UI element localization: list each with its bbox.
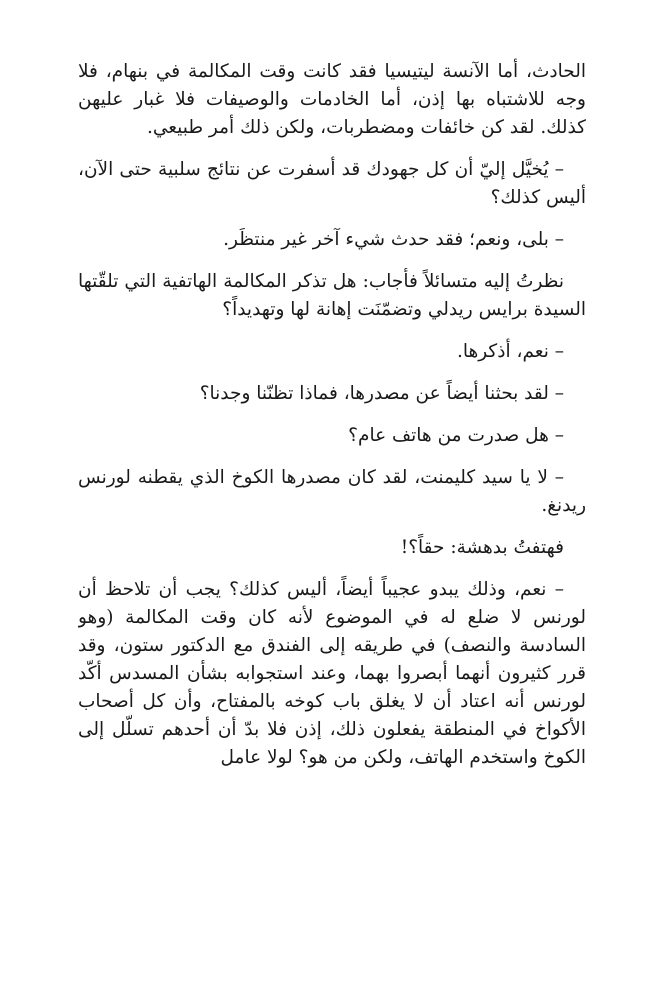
book-page: [78, 58, 586, 998]
paragraph-1: الحادث، أما الآنسة ليتيسيا فقد كانت وقت المكالمة في بنهام، فلا وجه للاشتباه بها إذن، أما الخادمات والوصيفات فلا غبار عليهن كذلك. لقد كن خائفات ومضطربات، ولكن ذلك أمر طبيعي.: [78, 61, 586, 138]
paragraph-9: فهتفتُ بدهشة: حقاً؟!: [400, 537, 564, 558]
paragraph-7: – هل صدرت من هاتف عام؟: [348, 425, 564, 446]
paragraph-5: – نعم، أذكرها.: [456, 341, 564, 362]
paragraph-10: – نعم، وذلك يبدو عجيباً أيضاً، أليس كذلك؟ يجب أن تلاحظ أن لورنس لا ضلع له في الموضوع لأنه كان وقت المكالمة (وهو السادسة والنصف) في طريقه إلى الفندق مع الدكتور ستون، وقد قرر كثيرون أنهما أبصروا بهما، وعند استجوابه بشأن المسدس أكّد لورنس أنه اعتاد أن لا يغلق باب كوخه بالمفتاح، وأن كل أصحاب الأكواخ في المنطقة يفعلون ذلك، إذن فلا بدّ أن أحدهم تسلّل إلى الكوخ واستخدم الهاتف، ولكن من هو؟ لولا عامل: [78, 579, 586, 768]
paragraph-2: – يُخيَّل إليّ أن كل جهودك قد أسفرت عن نتائج سلبية حتى الآن، أليس كذلك؟: [78, 159, 586, 208]
paragraph-3: – بلى، ونعم؛ فقد حدث شيء آخر غير منتظَر.: [223, 229, 564, 250]
paragraph-4: نظرتُ إليه متسائلاً فأجاب: هل تذكر المكالمة الهاتفية التي تلقّتها السيدة برايس ريدلي وتضمّنَت إهانة لها وتهديداً؟: [78, 271, 586, 320]
paragraph-8: – لا يا سيد كليمنت، لقد كان مصدرها الكوخ الذي يقطنه لورنس ريدنغ.: [78, 467, 586, 516]
paragraph-6: – لقد بحثنا أيضاً عن مصدرها، فماذا تظنّنا وجدنا؟: [199, 383, 564, 404]
